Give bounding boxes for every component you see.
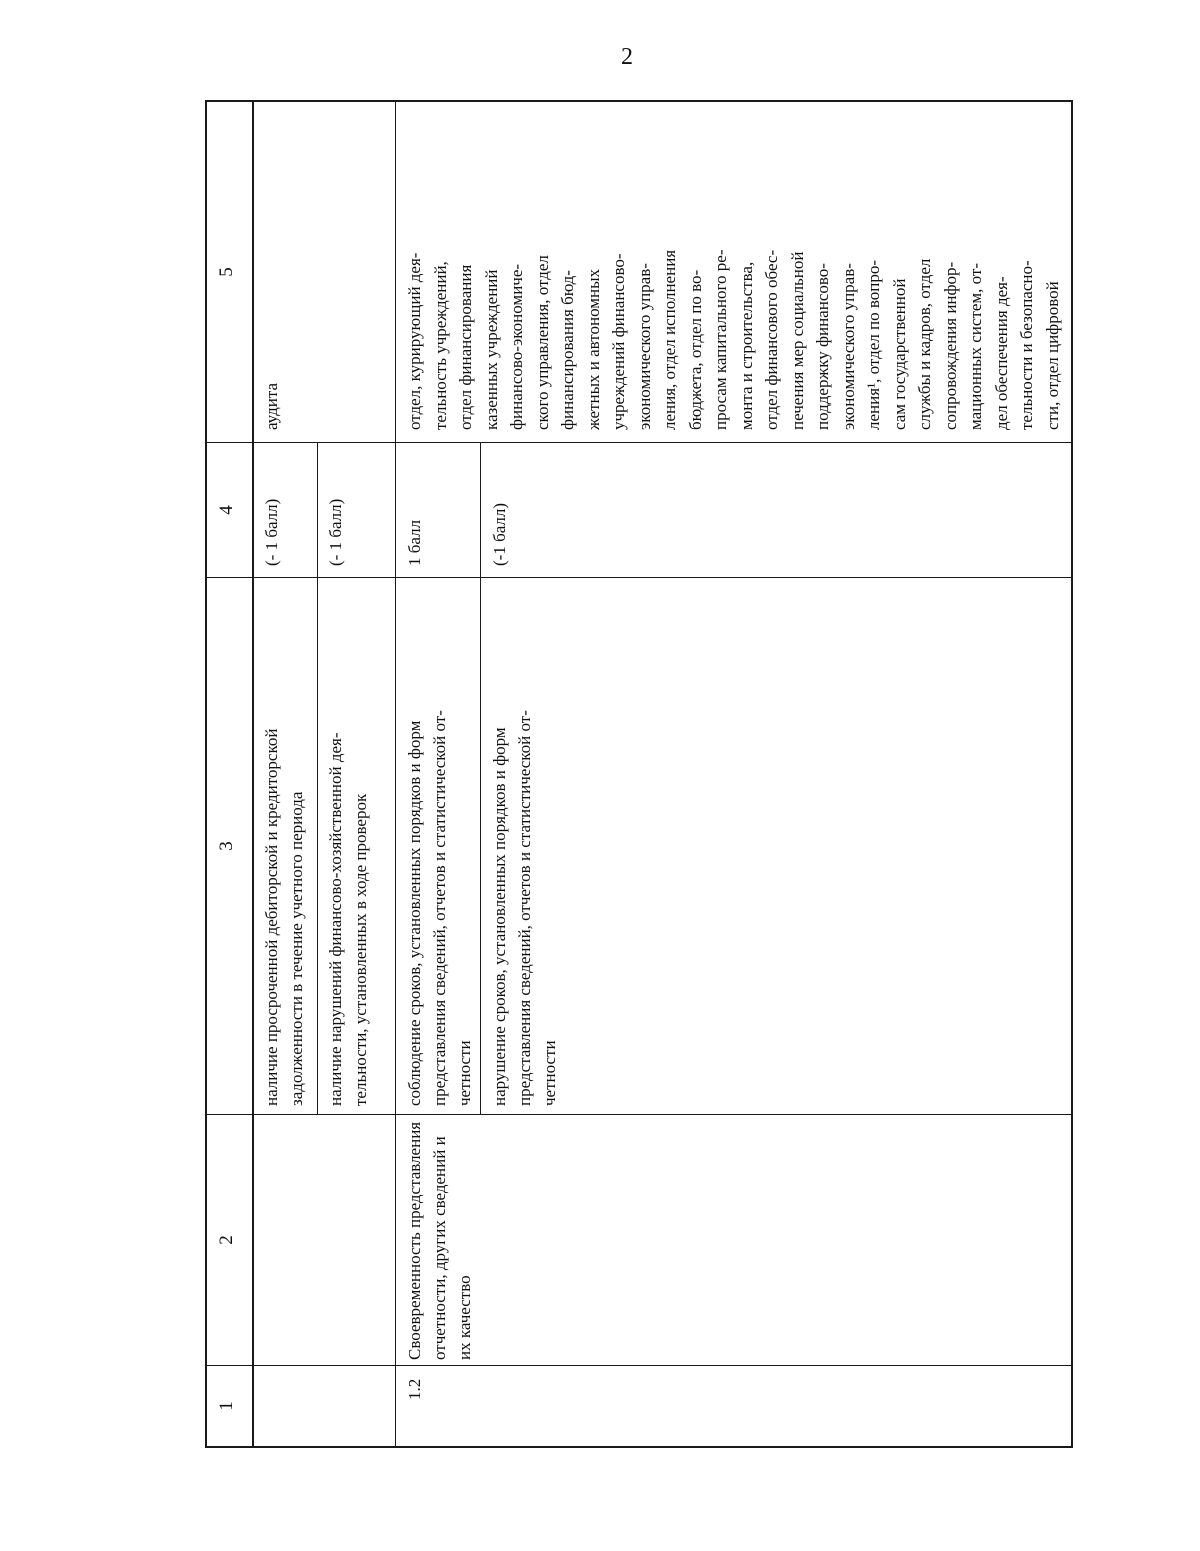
table-border-right (205, 100, 1073, 102)
row-a-responsible: аудита (262, 382, 281, 430)
row-b-points-1: 1 балл (405, 519, 424, 566)
row-a-points-1: (- 1 балл) (262, 498, 281, 566)
row-a-criterion-1: наличие просроченной дебиторской и кредиторской задолженности в течение учетного периода (262, 728, 306, 1106)
table-border-bottom (1071, 100, 1073, 1448)
header-separator (252, 100, 254, 1448)
table-border-top (205, 100, 207, 1448)
col-sep-2 (205, 1114, 1073, 1115)
row-b-indicator: Своевременность представления отчетности, других сведений и их качество (405, 1121, 474, 1360)
header-col-2: 2 (216, 1235, 237, 1245)
row-b-criterion-1: соблюдение сроков, установленных порядков и форм представления сведений, отчетов и статистической от- четности (405, 710, 474, 1106)
criteria-table (205, 100, 1073, 1448)
row-b-responsible: отдел, курирующий дея- тельность учреждений, отдел финансирования казенных учреждений финансово-экономиче- ского управления, отдел финансирования бюд- жетных и автономных учреждений финансово- экономического управ- ления, отдел исполнения бюджета, отдел по во- просам капитального ре- монта и строительства, отдел финансового обес- печения мер социальной поддержку финансово- экономического управ- ления¹, отдел по вопро- сам государственной службы и кадров, отдел сопровождения инфор- мационных систем, от- дел обеспечения дея- тельности и безопасно- сти, отдел цифровой (405, 249, 1062, 430)
row-sep-inner-b (480, 443, 481, 1115)
col-sep-3 (205, 577, 1073, 578)
rotated-table-frame (205, 100, 1073, 1448)
col-sep-4 (205, 442, 1073, 443)
col-sep-1 (205, 1365, 1073, 1366)
row-sep-inner-a (317, 443, 318, 1115)
row-b-number: 1.2 (405, 1378, 424, 1400)
page-number: 2 (621, 44, 633, 70)
row-sep-main (395, 100, 396, 1448)
table-border-left (205, 1446, 1073, 1448)
row-b-criterion-2: нарушение сроков, установленных порядков и форм представления сведений, отчетов и статистической от- четности (490, 710, 559, 1106)
header-col-3: 3 (216, 841, 237, 851)
header-col-1: 1 (216, 1401, 237, 1411)
row-b-points-2: (-1 балл) (490, 502, 509, 566)
header-col-4: 4 (216, 505, 237, 515)
row-a-criterion-2: наличие нарушений финансово-хозяйственной дея- тельности, установленных в ходе проверок (326, 732, 370, 1106)
header-col-5: 5 (216, 267, 237, 277)
row-a-points-2: (- 1 балл) (326, 498, 345, 566)
